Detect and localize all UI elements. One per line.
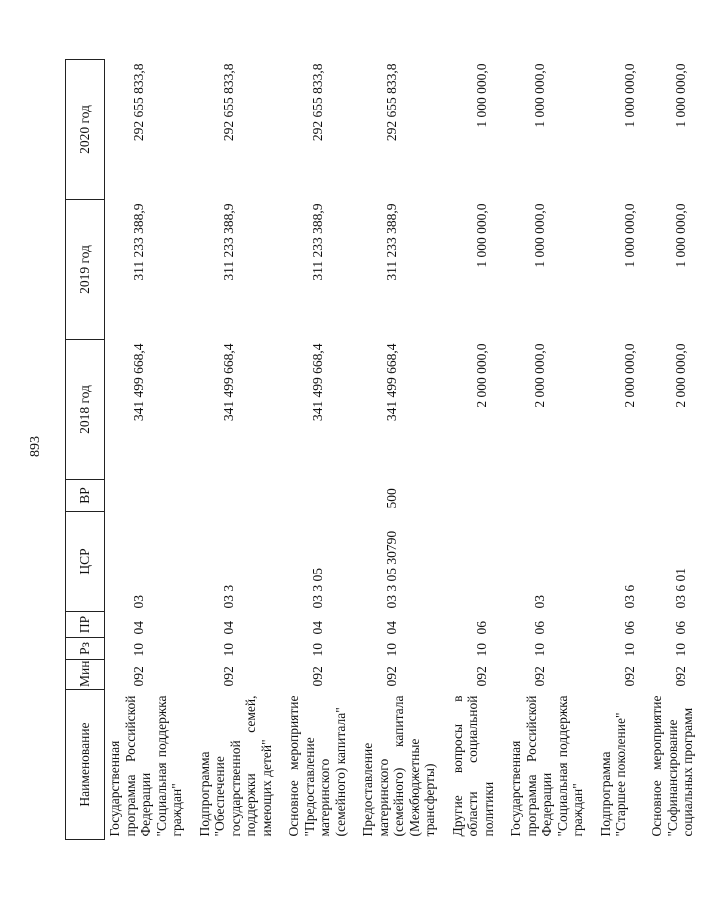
value-2019-cell: 1 000 000,0 [621,203,637,268]
min-cell: 092 [310,666,325,687]
table-row [284,60,358,840]
rz-cell: 10 [621,643,637,657]
min-cell: 092 [473,666,489,687]
csr-cell: 03 3 05 30790 [384,530,399,609]
pr-cell: 06 [473,621,489,635]
value-2020-cell: 292 655 833,8 [220,63,236,142]
value-2019-cell: 311 233 388,9 [220,203,236,281]
table-row [596,60,648,840]
value-2018-cell: 341 499 668,4 [384,343,399,422]
budget-table [65,59,706,840]
table-row [506,60,596,840]
min-cell: 092 [384,666,399,687]
value-2020-cell: 1 000 000,0 [673,63,688,128]
value-2018-cell: 341 499 668,4 [131,343,146,422]
vr-cell [596,480,648,512]
vr-cell [105,480,195,512]
rz-cell: 10 [220,643,236,657]
value-2020-cell: 1 000 000,0 [532,63,547,128]
rotated-page [65,60,695,840]
rz-cell: 10 [384,643,399,657]
csr-cell: 03 6 01 [673,568,688,609]
vr-cell [506,480,596,512]
rz-cell: 10 [532,643,547,657]
header-2019: 2019 год [66,200,105,340]
name-cell: Подпрограмма "Обеспечение государственной поддержки семей, имеющих детей" [196,695,274,837]
header-pr: ПР [66,612,105,638]
header-2020: 2020 год [66,60,105,200]
name-cell: Основное мероприятие "Софинансирование социальных программ [649,695,695,837]
value-2020-cell: 292 655 833,8 [310,63,325,142]
table-row [105,60,195,840]
header-min: Мин [66,660,105,690]
csr-cell: 03 6 [621,584,637,609]
csr-cell: 03 3 05 [310,568,325,609]
min-cell: 092 [131,666,146,687]
rz-cell: 10 [131,643,146,657]
header-2018: 2018 год [66,340,105,480]
pr-cell: 06 [673,621,688,635]
min-cell: 092 [220,666,236,687]
rz-cell: 10 [310,643,325,657]
page-number: 893 [28,436,43,457]
value-2020-cell: 292 655 833,8 [131,63,146,142]
csr-cell: 03 [532,595,547,609]
table-row [358,60,448,840]
name-cell: Государственная программа Российской Федерации "Социальная поддержка граждан" [107,695,184,837]
table-row [647,60,706,840]
csr-cell: 03 [131,595,146,609]
value-2018-cell: 2 000 000,0 [532,343,547,408]
value-2019-cell: 311 233 388,9 [131,203,146,281]
value-2019-cell: 311 233 388,9 [310,203,325,281]
pr-cell: 06 [621,621,637,635]
csr-cell: 03 3 [220,584,236,609]
value-2020-cell: 1 000 000,0 [473,63,489,128]
header-name: Наименование [66,690,105,840]
vr-cell [448,480,507,512]
header-vr: ВР [66,480,105,512]
vr-cell [195,480,285,512]
vr-cell [284,480,358,512]
csr-cell [448,512,507,612]
pr-cell: 04 [384,621,399,635]
value-2018-cell: 341 499 668,4 [220,343,236,422]
vr-cell [647,480,706,512]
name-cell: Подпрограмма "Старшее поколение" [597,712,628,837]
min-cell: 092 [532,666,547,687]
vr-cell: 500 [384,488,399,509]
min-cell: 092 [621,666,637,687]
pr-cell: 04 [131,621,146,635]
header-rz: Рз [66,638,105,660]
min-cell: 092 [673,666,688,687]
value-2020-cell: 1 000 000,0 [621,63,637,128]
name-cell: Основное мероприятие "Предоставление материнского (семейного) капитала" [286,695,348,837]
rz-cell: 10 [473,643,489,657]
value-2018-cell: 2 000 000,0 [673,343,688,408]
header-row [66,60,105,840]
value-2018-cell: 341 499 668,4 [310,343,325,422]
value-2018-cell: 2 000 000,0 [473,343,489,408]
pr-cell: 04 [220,621,236,635]
value-2019-cell: 1 000 000,0 [532,203,547,268]
pr-cell: 06 [532,621,547,635]
name-cell: Государственная программа Российской Федерации "Социальная поддержка граждан" [508,695,585,837]
name-cell: Предоставление материнского (семейного) капитала (Межбюджетные трансферты) [360,695,437,837]
header-csr: ЦСР [66,512,105,612]
value-2019-cell: 311 233 388,9 [384,203,399,281]
value-2020-cell: 292 655 833,8 [384,63,399,142]
table-row [448,60,507,840]
value-2018-cell: 2 000 000,0 [621,343,637,408]
table-row [195,60,285,840]
rz-cell: 10 [673,643,688,657]
pr-cell: 04 [310,621,325,635]
value-2019-cell: 1 000 000,0 [673,203,688,268]
name-cell: Другие вопросы в области социальной политики [449,695,496,837]
value-2019-cell: 1 000 000,0 [473,203,489,268]
